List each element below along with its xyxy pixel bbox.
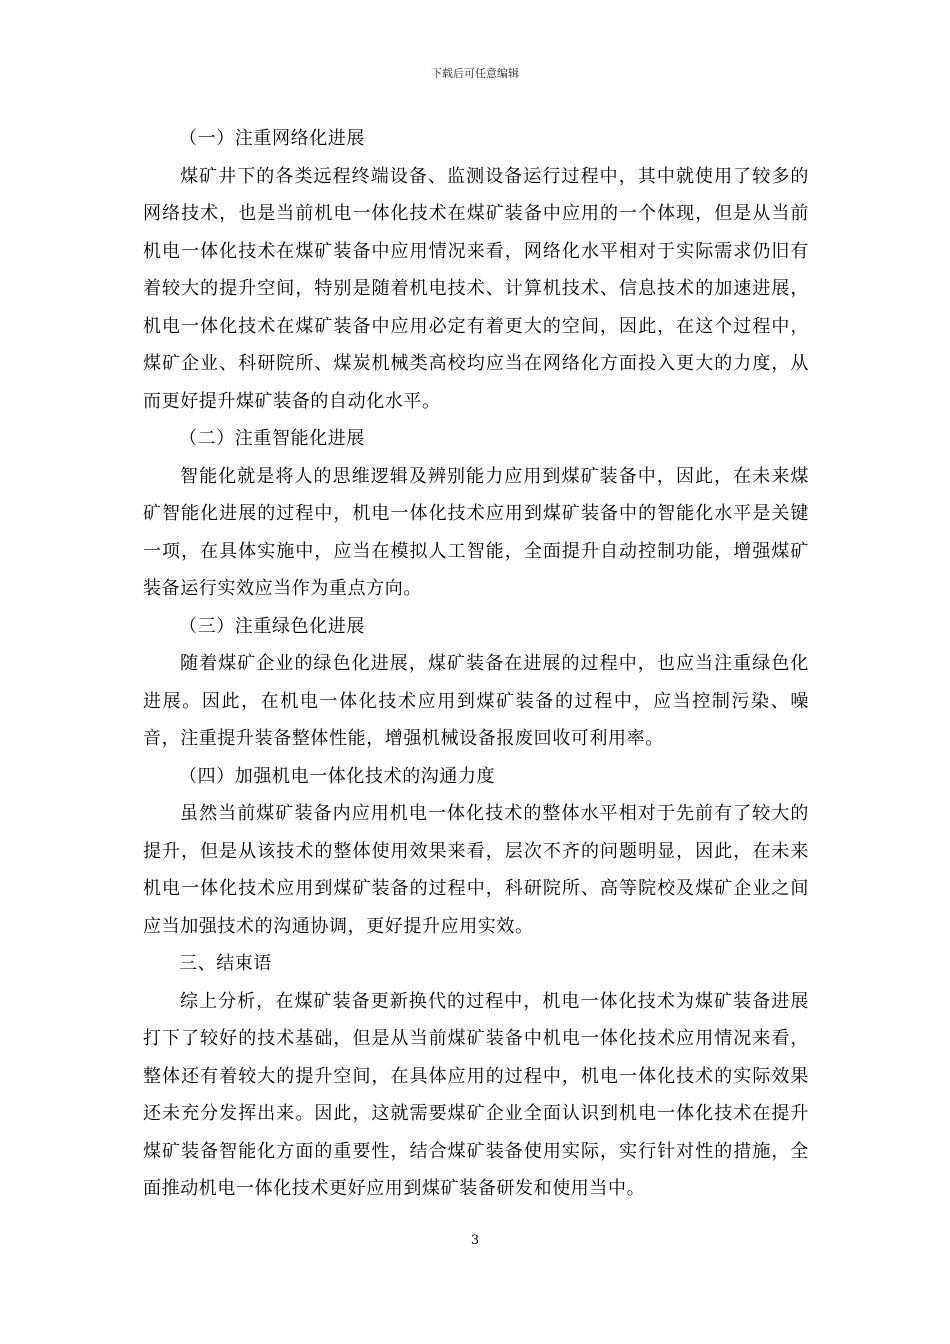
document-body [143, 120, 809, 1208]
paragraph-networking: 煤矿井下的各类远程终端设备、监测设备运行过程中，其中就使用了较多的网络技术，也是当前机电一体化技术在煤矿装备中应用的一个体现，但是从当前机电一体化技术在煤矿装备中应用情况来看，网络化水平相对于实际需求仍旧有着较大的提升空间，特别是随着机电技术、计算机技术、信息技术的加速进展，机电一体化技术在煤矿装备中应用必定有着更大的空间，因此，在这个过程中，煤矿企业、科研院所、煤炭机械类高校均应当在网络化方面投入更大的力度，从而更好提升煤矿装备的自动化水平。 [143, 165, 809, 412]
section-heading-green: （三）注重绿色化进展 [179, 615, 365, 637]
section-heading-intelligence: （二）注重智能化进展 [179, 428, 365, 449]
paragraph-communication: 虽然当前煤矿装备内应用机电一体化技术的整体水平相对于先前有了较大的提升，但是从该技术的整体使用效果来看，层次不齐的问题明显，因此，在未来机电一体化技术应用到煤矿装备的过程中，科研院所、高等院校及煤矿企业之间应当加强技术的沟通协调，更好提升应用实效。 [143, 803, 809, 937]
paragraph-conclusion: 综上分析，在煤矿装备更新换代的过程中，机电一体化技术为煤矿装备进展打下了较好的技术基础，但是从当前煤矿装备中机电一体化技术应用情况来看，整体还有着较大的提升空间，在具体应用的过程中，机电一体化技术的实际效果还未充分发挥出来。因此，这就需要煤矿企业全面认识到机电一体化技术在提升煤矿装备智能化方面的重要性，结合煤矿装备使用实际，实行针对性的措施，全面推动机电一体化技术更好应用到煤矿装备研发和使用当中。 [143, 990, 809, 1199]
section-heading-networking: （一）注重网络化进展 [179, 128, 365, 149]
section-heading-communication: （四）加强机电一体化技术的沟通力度 [179, 765, 496, 787]
section-heading-conclusion: 三、结束语 [179, 953, 272, 974]
paragraph-green: 随着煤矿企业的绿色化进展，煤矿装备在进展的过程中，也应当注重绿色化进展。因此，在机电一体化技术应用到煤矿装备的过程中，应当控制污染、噪音，注重提升装备整体性能，增强机械设备报废回收可利用率。 [143, 653, 809, 749]
page-header: 下载后可任意编辑 [431, 67, 519, 80]
page-number: 3 [470, 1233, 480, 1248]
paragraph-intelligence: 智能化就是将人的思维逻辑及辨别能力应用到煤矿装备中，因此，在未来煤矿智能化进展的过程中，机电一体化技术应用到煤矿装备中的智能化水平是关键一项，在具体实施中，应当在模拟人工智能，全面提升自动控制功能，增强煤矿装备运行实效应当作为重点方向。 [143, 465, 809, 599]
